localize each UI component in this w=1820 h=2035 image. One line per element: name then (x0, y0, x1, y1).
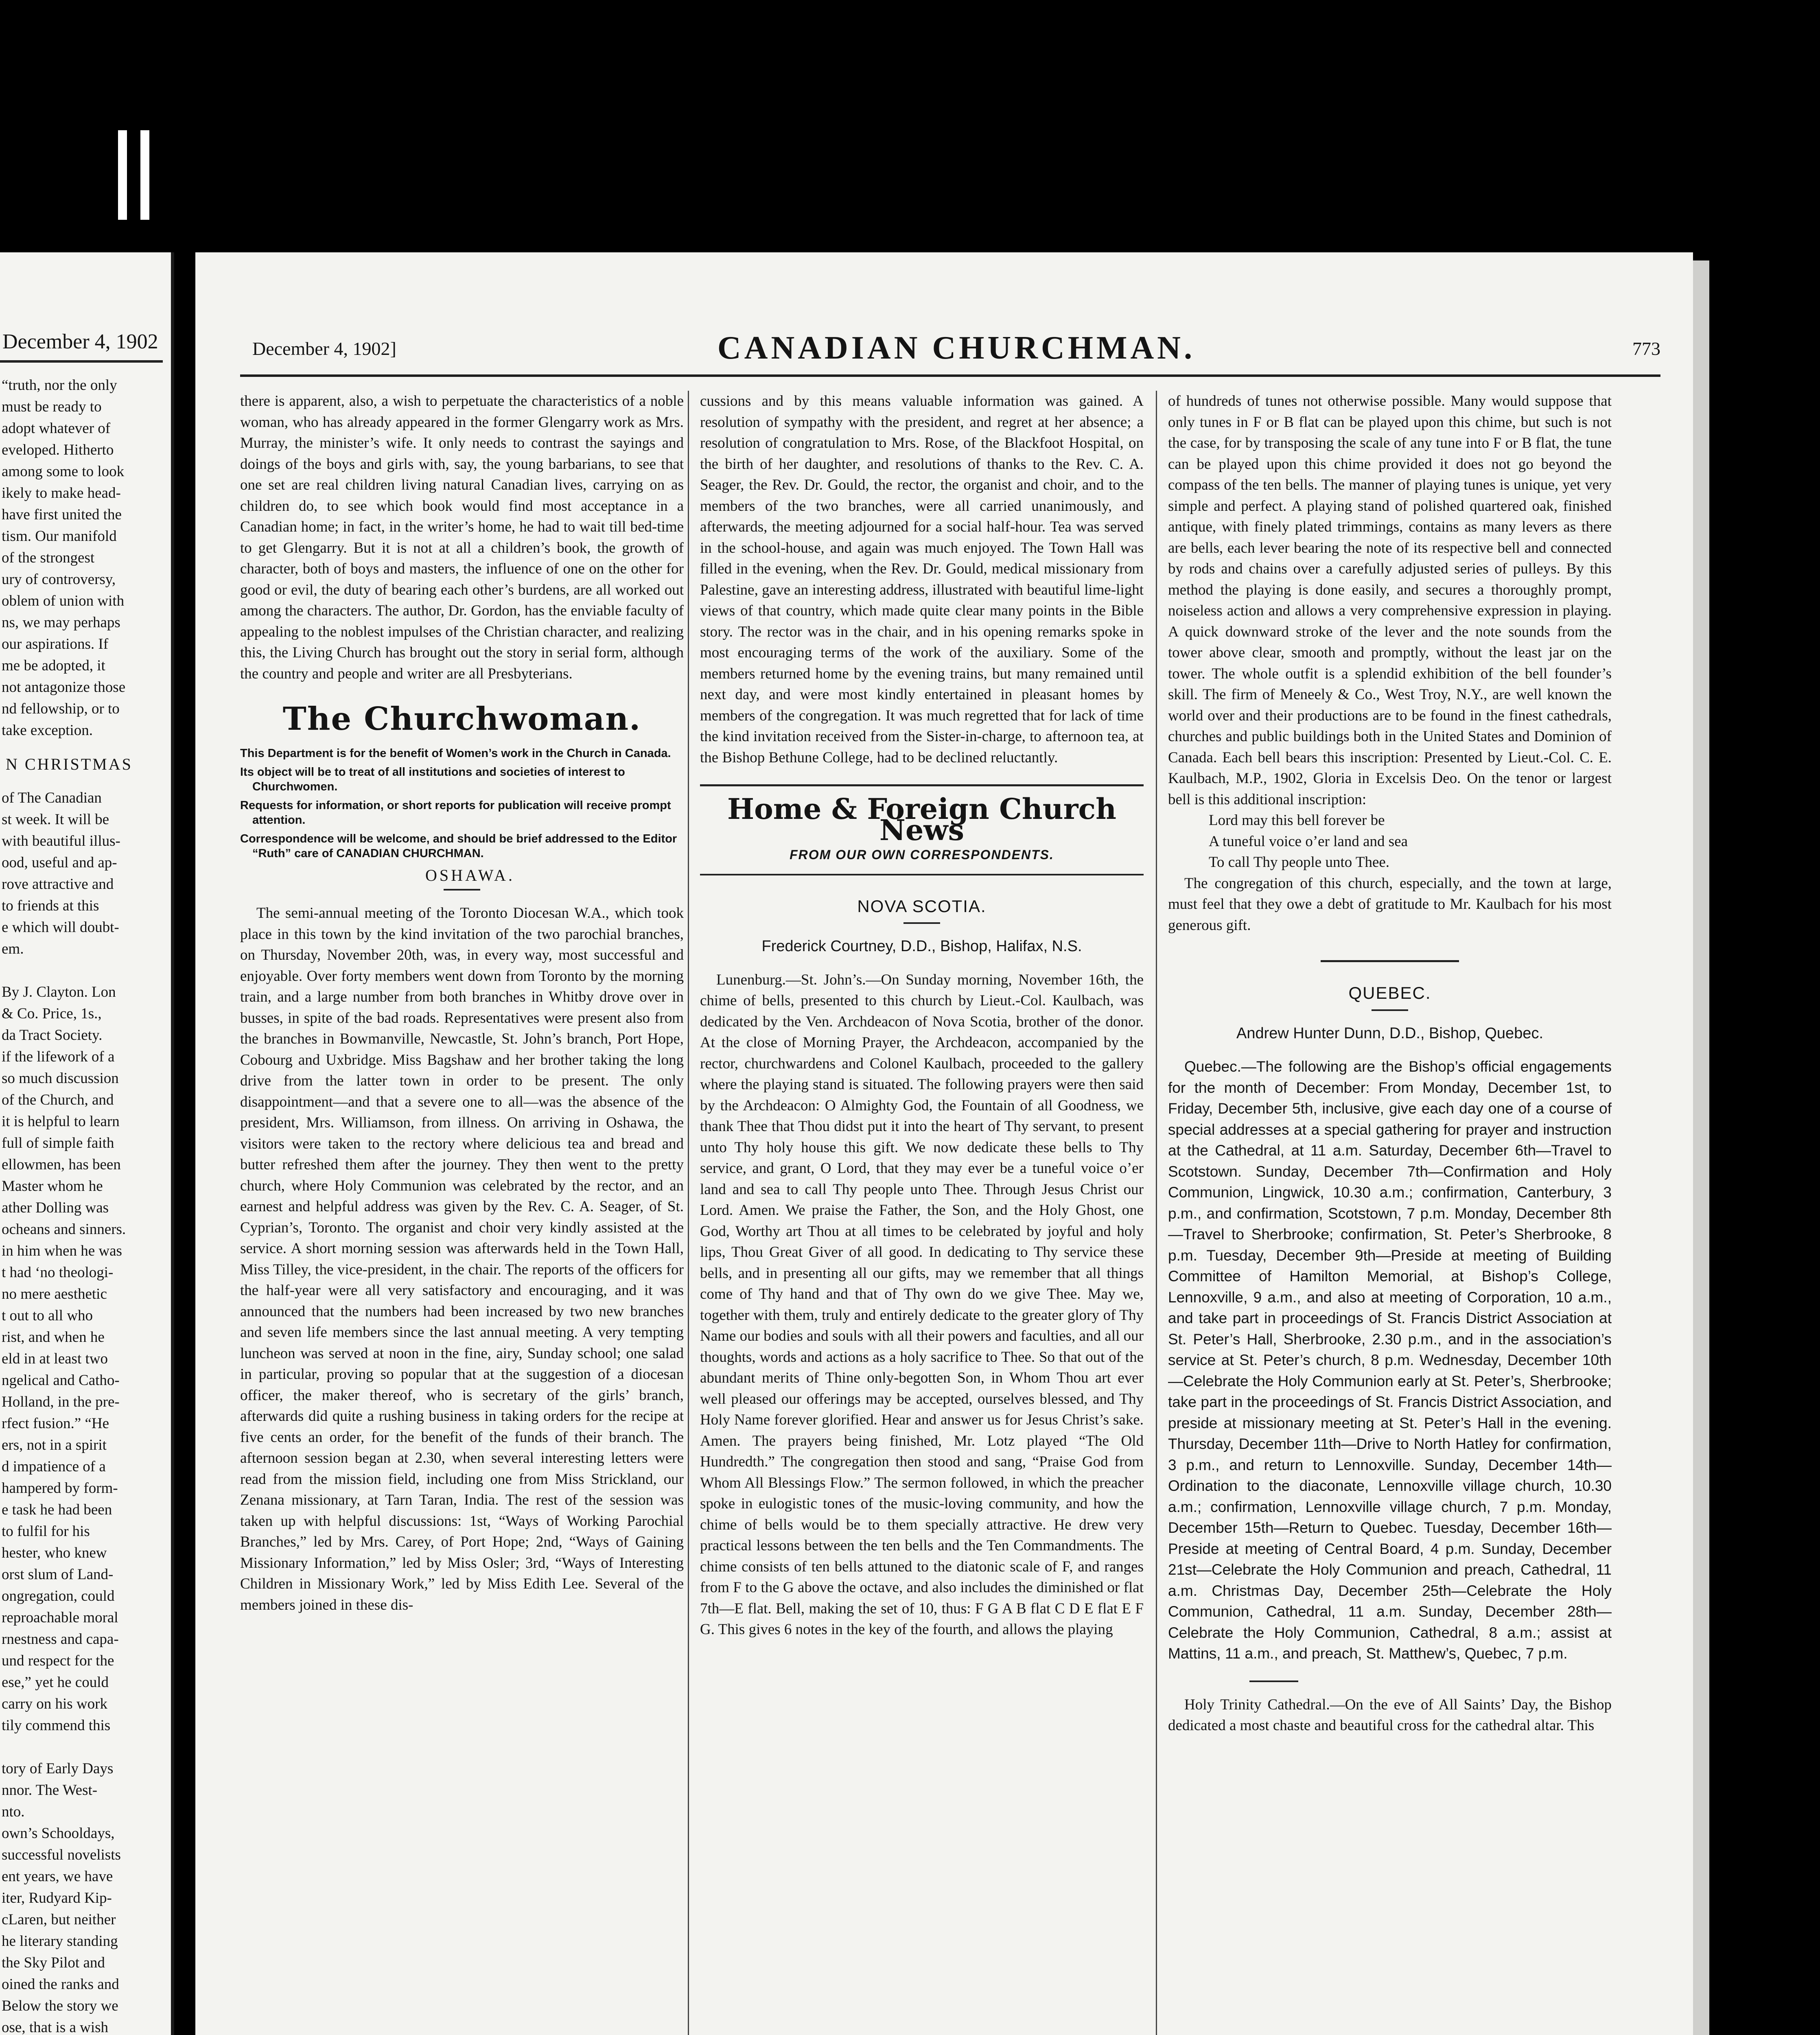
left-page-body (2, 374, 167, 2035)
left-page-line: nnor. The West- (2, 1782, 98, 1799)
left-page-line: to friends at this (2, 897, 99, 914)
left-page-line: Holland, in the pre- (2, 1394, 120, 1410)
left-page-line: eld in at least two (2, 1350, 108, 1367)
left-page-line: da Tract Society. (2, 1027, 103, 1044)
chime-article-closing: The congregation of this church, especially, and the town at large, must feel that they owe a debt of gratitude to Mr. Kaulbach for his most generous gift. (1168, 875, 1612, 934)
left-page-line: d impatience of a (2, 1458, 106, 1475)
left-page-line (2, 960, 167, 981)
left-page-line: ikely to make head- (2, 485, 121, 501)
nova-scotia-heading: NOVA SCOTIA. (857, 896, 987, 916)
header-rule (240, 374, 1660, 377)
left-page-line: st week. It will be (2, 811, 109, 828)
column-2 (700, 391, 1144, 1640)
left-page-line: in him when he was (2, 1243, 122, 1259)
left-page-line: e which will doubt- (2, 919, 119, 936)
left-page-line: of the strongest (2, 549, 95, 566)
left-page-line: em. (2, 941, 24, 957)
left-page-fragment (0, 252, 174, 2035)
running-head (252, 330, 1660, 366)
left-page-line: me be adopted, it (2, 657, 105, 674)
churchwoman-heading: The Churchwoman. (282, 700, 641, 737)
bell-inscription-verse (1168, 810, 1612, 873)
left-page-line: ocheans and sinners. (2, 1221, 126, 1238)
dept-note: Its object will be to treat of all institutions and societies of interest to Churchwomen. (240, 765, 625, 793)
news-heading-rule (700, 874, 1144, 875)
left-page-line: nd fellowship, or to (2, 700, 120, 717)
dept-note: Correspondence will be welcome, and should be brief addressed to the Editor “Ruth” care of CANADIAN CHURCHMAN. (240, 832, 677, 860)
short-rule (1372, 1009, 1408, 1011)
left-page-line: ather Dolling was (2, 1199, 109, 1216)
left-page-line: take exception. (2, 722, 93, 739)
header-date: December 4, 1902] (252, 338, 396, 359)
left-page-line: so much discussion (2, 1070, 119, 1087)
film-mark-top-left-2 (140, 130, 149, 220)
left-page-line: tism. Our manifold (2, 528, 117, 545)
quebec-bishop: Andrew Hunter Dunn, D.D., Bishop, Quebec. (1236, 1024, 1544, 1042)
left-page-line: ood, useful and ap- (2, 854, 117, 871)
left-page-line: tily commend this (2, 1717, 111, 1734)
left-page-line: eveloped. Hitherto (2, 442, 114, 458)
left-page-line: reproachable moral (2, 1609, 118, 1626)
left-page-line: own’s Schooldays, (2, 1825, 115, 1842)
left-page-line: iter, Rudyard Kip- (2, 1890, 112, 1906)
left-page-line: ose, that is a wish (2, 2019, 109, 2035)
left-page-line: adopt whatever of (2, 420, 111, 437)
left-page-line: By J. Clayton. Lon (2, 984, 116, 1000)
left-page-line: the Sky Pilot and (2, 1954, 105, 1971)
left-page-date: December 4, 1902 (2, 330, 158, 353)
left-page-line: full of simple faith (2, 1135, 114, 1151)
left-page-line: ellowmen, has been (2, 1156, 121, 1173)
left-page-line: among some to look (2, 463, 125, 480)
left-page-line: rove attractive and (2, 876, 114, 893)
left-page-line: not antagonize those (2, 679, 126, 696)
quebec-heading: QUEBEC. (1348, 983, 1431, 1002)
left-page-line: must be ready to (2, 398, 102, 415)
wa-meeting-continuation: cussions and by this means valuable information was gained. A resolution of sympathy with the president, and regret at her absence; a resolution of congratulation to Mrs. Rose, of the Blackfoot Hospital, on the birth of her daughter, and resolutions of thanks to the Rev. C. A. Seager, the Rev. Dr. Gould, the rector, the organist and choir, and to the members of the two branches, were all carried unanimously, and afterwards, the meeting adjourned for a social half-hour. Tea was served in the school-house, and again was much enjoyed. The Town Hall was filled in the evening, when the Rev. Dr. Gould, medical missionary from Palestine, gave an interesting address, illustrated with beautiful lime-light views of that country, which made quite clear many points in the Bible story. The rector was in the chair, and in his opening remarks spoke in most encouraging terms of the work of the auxiliary. Some of the members returned home by the evening trains, but many remained until next day, and were most kindly entertained in pleasant homes by members of the congregation. It was much regretted that for lack of time the kind invitation received from the Sister-in-charge, to afternoon tea, at the Bishop Bethune College, had to be declined reluctantly. (700, 393, 1144, 766)
left-page-line: t out to all who (2, 1307, 93, 1324)
left-page-line (2, 1736, 167, 1758)
left-page-line: successful novelists (2, 1847, 121, 1863)
left-page-line: of The Canadian (2, 790, 102, 806)
church-news-heading: Home & Foreign Church News (700, 784, 1144, 840)
column-1 (240, 391, 684, 1615)
left-page-line: rnestness and capa- (2, 1631, 119, 1648)
column-3 (1168, 391, 1612, 1736)
oshawa-heading: OSHAWA. (425, 866, 515, 884)
dept-note: This Department is for the benefit of Women’s work in the Church in Canada. (240, 746, 671, 760)
left-page-line: oblem of union with (2, 593, 125, 609)
left-page-line: of the Church, and (2, 1092, 114, 1108)
left-page-line: hester, who knew (2, 1545, 107, 1561)
correspondents-subheading: FROM OUR OWN CORRESPONDENTS. (790, 847, 1054, 862)
left-page-line: ongregation, could (2, 1588, 115, 1604)
oshawa-article: The semi-annual meeting of the Toronto Diocesan W.A., which took place in this town by the kind invitation of the two parochial branches, on Thursday, November 20th, was, in every way, most successful and enjoyable. Over forty members went down from Toronto by the morning train, and a large number from both branches in Whitby drove over in busses, in spite of the bad roads. Representatives were present also from the branches in Bowmanville, Newcastle, St. John’s branch, Port Hope, Cobourg and Uxbridge. Miss Bagshaw and her brother taking the long drive from the latter town in order to be present. The only disappointment—and that a severe one to all—was the absence of the president, Mrs. Williamson, from illness. On arriving in Oshawa, the visitors were taken to the rectory where delicious tea and bread and butter refreshed them after the journey. They then went to the pretty church, where Holy Communion was celebrated by the rector, and an earnest and helpful address was given by the Rev. C. A. Seager, of St. Cyprian’s, Toronto. The organist and choir very kindly assisted at the service. A short morning session was afterwards held in the Town Hall, Miss Tilley, the vice-president, in the chair. The reports of the officers for the half-year were all very satisfactory and encouraging, and it was announced that the numbers had been increased by two new branches and seven life members since the last annual meeting. A very tempting luncheon was served at noon in the fine, airy, Sunday school; one salad in particular, proving so popular that at the suggestion of a diocesan officer, the maker thereof, who is secretary of the girls’ branch, afterwards did quite a rushing business in taking orders for the recipe at five cents an order, for the benefit of the funds of their branch. The afternoon session began at 2.30, when several interesting letters were read from the mission field, including one from Miss Strickland, our Zenana missionary, at Tarn Taran, India. The rest of the session was taken up with helpful discussions: 1st, “Ways of Working Parochial Branches,” led by Mrs. Carey, of Port Hope; 2nd, “Ways of Gaining Missionary Information,” led by Miss Osler; 3rd, “Ways of Interesting Children in Missionary Work,” led by Miss Edith Lee. Several of the members joined in these dis- (240, 905, 684, 1613)
chime-article-continuation: of hundreds of tunes not otherwise possible. Many would suppose that only tunes in F or B flat can be played upon this chime, but such is not the case, for by transposing the scale of any tune into F or B flat, the tune can be played upon this chime provided it does not go beyond the compass of the ten bells. The manner of playing tunes is unique, yet very simple and perfect. A playing stand of polished quartered oak, finished antique, with finely plated trimmings, contains as many levers as there are bells, each lever bearing the note of its respective bell and connected by rods and chains over a carefully adjusted series of pulleys. By this method the playing is done easily, and secures a thoroughly prompt, noiseless action and allows a very comprehensive expression in playing. A quick downward stroke of the lever and the note sounds from the tower above clear, smooth and promptly, without the least jar on the tower. The whole outfit is a splendid exhibition of the bell founder’s skill. The firm of Meneely & Co., West Troy, N.Y., are well known the world over and their productions are to be found in the finest cathedrals, churches and public buildings both in the United States and Dominion of Canada. Each bell bears this inscription: Presented by Lieut.-Col. C. E. Kaulbach, M.P., 1902, Gloria in Excelsis Deo. On the tenor or largest bell is this additional inscription: (1168, 393, 1612, 808)
left-page-line: to fulfil for his (2, 1523, 90, 1540)
left-page-line: tory of Early Days (2, 1760, 114, 1777)
column-divider-2 (1156, 391, 1157, 2035)
verse-line: Lord may this bell forever be (1209, 812, 1385, 829)
short-rule (444, 889, 480, 891)
left-page-line: rist, and when he (2, 1329, 105, 1346)
verse-line: To call Thy people unto Thee. (1209, 854, 1390, 871)
left-page-line: ese,” yet he could (2, 1674, 109, 1691)
left-page-line: with beautiful illus- (2, 833, 120, 849)
left-page-line: & Co. Price, 1s., (2, 1005, 102, 1022)
holy-trinity-article: Holy Trinity Cathedral.—On the eve of All Saints’ Day, the Bishop dedicated a most chaste and beautiful cross for the cathedral altar. This (1168, 1696, 1612, 1734)
left-page-section-head: N CHRISTMAS (6, 755, 133, 773)
left-page-line: ngelical and Catho- (2, 1372, 120, 1389)
quebec-engagements: Quebec.—The following are the Bishop’s official engagements for the month of December: From Monday, December 1st, to Friday, December 5th, inclusive, give each day one of a course of special addresses at a special gathering for prayer and instruction at the Cathedral, at 11 a.m. Saturday, December 6th—Travel to Scotstown. Sunday, December 7th—Confirmation and Holy Communion, Lingwick, 10.30 a.m.; confirmation, Canterbury, 3 p.m., and confirmation, Scotstown, 7 p.m. Monday, December 8th—Travel to Sherbrooke; confirmation, St. Peter’s Sherbrooke, 8 p.m. Tuesday, December 9th—Preside at meeting of Building Committee of Hamilton Memorial, at Bishop’s College, Lennoxville, 9 a.m., and also at meeting of Corporation, 10 a.m., and take part in proceedings of St. Francis District Association at St. Peter’s Hall, Sherbrooke, 2.30 p.m., and in the association’s service at St. Peter’s church, 8 p.m. Wednesday, December 10th—Celebrate the Holy Communion early at St. Peter’s, Sherbrooke; take part in the proceedings of St. Francis District Association, and preside at missionary meeting at St. Peter’s Hall in the evening. Thursday, December 11th—Drive to North Hatley for confirmation, 3 p.m., and return to Lennoxville. Sunday, December 14th—Ordination to the diaconate, Lennoxville village church, 10.30 a.m.; confirmation, Lennoxville village church, 7 p.m. Monday, December 15th—Return to Quebec. Tuesday, December 16th—Preside at meeting of Central Board, 4 p.m. Sunday, December 21st—Celebrate the Holy Communion and preach, Cathedral, 11 a.m. Christmas Day, December 25th—Celebrate the Holy Communion, Cathedral, 11 a.m. Sunday, December 28th—Celebrate the Holy Communion, Cathedral, 8 a.m.; assist at Mattins, 11 a.m., and preach, St. Matthew’s, Quebec, 7 p.m. (1168, 1058, 1612, 1662)
left-page-line: ury of controversy, (2, 571, 116, 588)
left-page-line: no mere aesthetic (2, 1286, 107, 1302)
left-page-line: rfect fusion.” “He (2, 1415, 109, 1432)
left-page-line: cLaren, but neither (2, 1911, 116, 1928)
film-mark-top-left (118, 130, 127, 220)
left-page-line: und respect for the (2, 1652, 114, 1669)
page-number: 773 (1632, 338, 1660, 359)
lunenburg-article: Lunenburg.—St. John’s.—On Sunday morning, November 16th, the chime of bells, presented to this church by Lieut.-Col. Kaulbach, was dedicated by the Ven. Archdeacon of Nova Scotia, brother of the donor. At the close of Morning Prayer, the Archdeacon, accompanied by the rector, churchwardens and Colonel Kaulbach, proceeded to the gallery where the playing stand is situated. The following prayers were then said by the Archdeacon: O Almighty God, the Fountain of all Goodness, we thank Thee that Thou didst put it into the heart of Thy servant, to present unto Thy holy house this gift. We now dedicate these bells to Thy service, and grant, O Lord, that they may ever be a tuneful voice o’er land and sea to call Thy people unto Thee. Through Jesus Christ our Lord. Amen. We praise the Father, the Son, and the Holy Ghost, one God, Worthy art Thou at all times to be celebrated by joyful and holy lips, Thou Great Giver of all good. In dedicating to Thy service these bells, and in presenting all our gifts, may we remember that all things come of Thy hand and that of Thy own do we give Thee. May we, together with them, truly and entirely dedicate to the greater glory of Thy Name our bodies and souls with all their powers and faculties, and all our thoughts, words and actions as a holy sacrifice to Thee. So that out of the abundant merits of Thine only-begotten Son, in Whom Thou art ever well pleased our offerings may be accepted, ourselves blessed, and Thy Holy Name forever glorified. Hear and answer us for Jesus Christ’s sake. Amen. The prayers being finished, Mr. Lotz played “The Old Hundredth.” The congregation then stood and sang, “Praise God from Whom All Blessings Flow.” The sermon followed, in which the preacher spoke in eulogistic tones of the music-loving community, and how the chime of bells would be to them specially attractive. He drew very practical lessons between the ten bells and the Ten Commandments. The chime consists of ten bells attuned to the diatonic scale of F, and ranges from F to the G above the octave, and also includes the diminished or flat 7th—E flat. Bell, making the set of 10, thus: F G A B flat C D E flat E F G. This gives 6 notes in the key of the fourth, and allows the playing (700, 971, 1144, 1638)
left-page-line: “truth, nor the only (2, 377, 117, 394)
dept-note: Requests for information, or short reports for publication will receive prompt attention. (240, 799, 671, 827)
left-page-line: our aspirations. If (2, 636, 109, 652)
left-page-line: carry on his work (2, 1696, 107, 1712)
left-page-line: e task he had been (2, 1501, 112, 1518)
verse-line: A tuneful voice o’er land and sea (1209, 833, 1408, 850)
left-page-line: oined the ranks and (2, 1976, 119, 1993)
left-page-line: hampered by form- (2, 1480, 118, 1497)
left-page-line: he literary standing (2, 1933, 118, 1950)
column-divider-1 (688, 391, 689, 2035)
left-page-line: Below the story we (2, 1998, 118, 2014)
short-rule (903, 922, 940, 924)
newspaper-page (195, 252, 1693, 2035)
review-continuation: there is apparent, also, a wish to perpetuate the characteristics of a noble woman, who has already appeared in the former Glengarry work as Mrs. Murray, the minister’s wife. It only needs to contrast the sayings and doings of the boys and girls with, say, the young barbarians, to see that one set are real children living natural Canadian lives, carrying on as children do, to see which book would find most acceptance in a Canadian home; in fact, in the writer’s home, he had to wait till bed-time to get Glengarry. But it is not at all a children’s book, the growth of character, both of boys and masters, the influence of one on the other for good or evil, the duty of bearing each other’s burdens, are all worked out among the characters. The author, Dr. Gordon, has the enviable faculty of appealing to the noblest impulses of the Christian character, and realizing this, the Living Church has brought out the story in serial form, although the country and people and writer are all Presbyterians. (240, 393, 684, 682)
left-page-line: t had ‘no theologi- (2, 1264, 114, 1281)
left-page-line: orst slum of Land- (2, 1566, 114, 1583)
left-page-line: Master whom he (2, 1178, 103, 1195)
section-rule (1249, 1681, 1298, 1682)
left-page-line: nto. (2, 1803, 25, 1820)
nova-scotia-bishop: Frederick Courtney, D.D., Bishop, Halifax, N.S. (761, 938, 1082, 955)
page-edge-shadow (1693, 260, 1709, 2035)
left-page-rule (0, 360, 163, 363)
left-page-line: ers, not in a spirit (2, 1437, 107, 1453)
department-notes (240, 746, 684, 861)
left-page-line: ns, we may perhaps (2, 614, 120, 631)
left-page-line: it is helpful to learn (2, 1113, 120, 1130)
left-page-line: ent years, we have (2, 1868, 113, 1885)
left-page-line: if the lifework of a (2, 1048, 115, 1065)
section-rule (1321, 960, 1459, 962)
masthead-title: CANADIAN CHURCHMAN. (717, 330, 1196, 366)
left-page-line: have first united the (2, 506, 122, 523)
